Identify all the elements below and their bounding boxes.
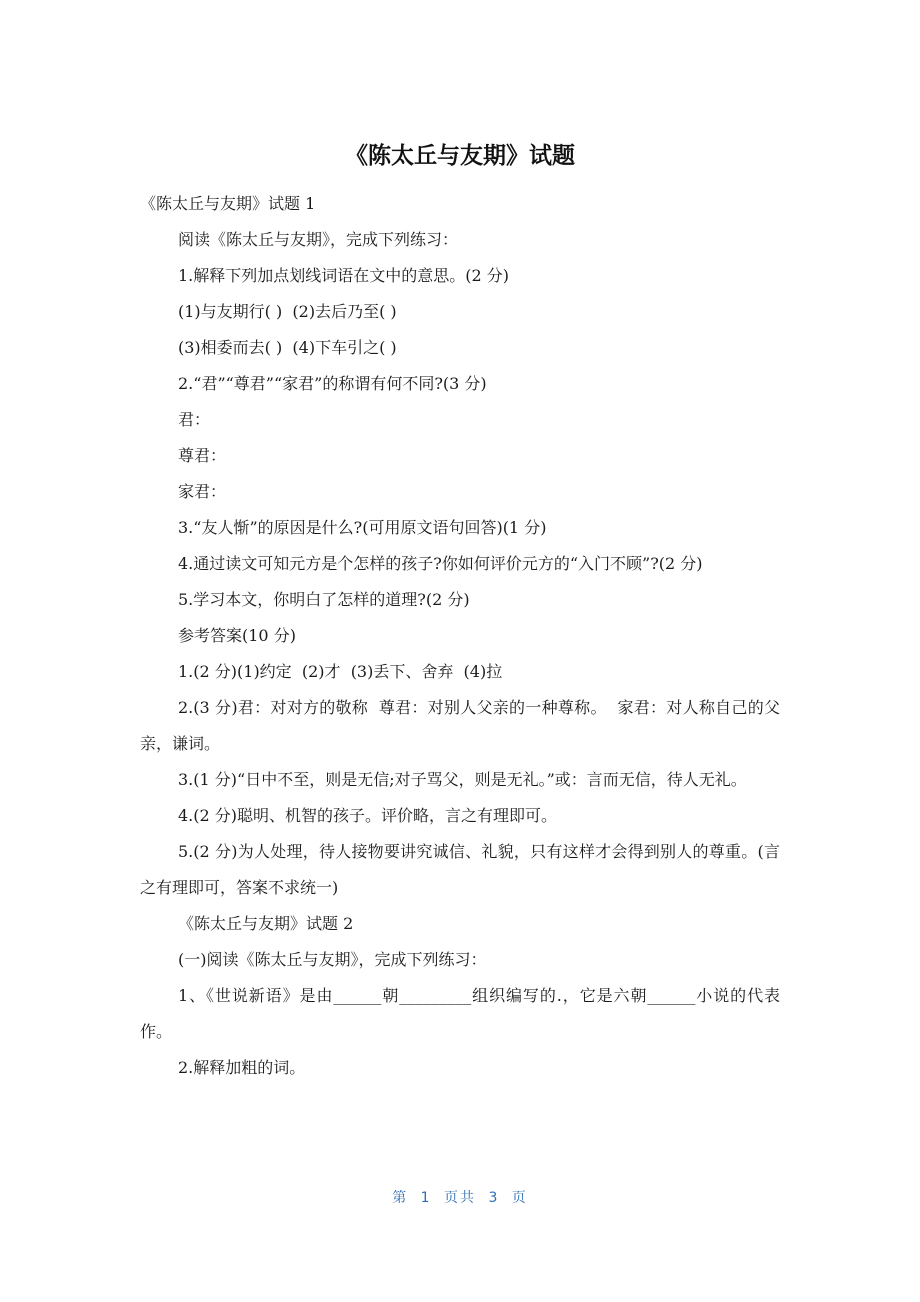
paragraph: (1)与友期行( ) (2)去后乃至( ) (178, 302, 397, 321)
paragraph: 5.(2 分)为人处理，待人接物要讲究诚信、礼貌，只有这样才会得到别人的尊重。(言之有理即可，答案不求统一) (140, 842, 780, 897)
paragraph: 参考答案(10 分) (178, 626, 296, 645)
page-title: 《陈太丘与友期》试题 (345, 143, 575, 169)
paragraph: 《陈太丘与友期》试题 1 (140, 194, 316, 213)
paragraph: 2.“君”“尊君”“家君”的称谓有何不同?(3 分) (178, 374, 487, 393)
paragraph: 《陈太丘与友期》试题 2 (178, 914, 354, 933)
paragraph: 5.学习本文，你明白了怎样的道理?(2 分) (178, 590, 470, 609)
document-body (140, 186, 780, 1086)
paragraph: (3)相委而去( ) (4)下车引之( ) (178, 338, 397, 357)
paragraph: 2.(3 分)君：对对方的敬称 尊君：对别人父亲的一种尊称。 家君：对人称自己的父亲，谦词。 (140, 698, 780, 753)
paragraph: 阅读《陈太丘与友期》，完成下列练习： (178, 230, 459, 249)
paragraph: 4.通过读文可知元方是个怎样的孩子?你如何评价元方的“入门不顾”?(2 分) (178, 554, 703, 573)
paragraph: 4.(2 分)聪明、机智的孩子。评价略，言之有理即可。 (178, 806, 558, 825)
paragraph: 1、《世说新语》是由______朝_________组织编写的.，它是六朝______小说的代表作。 (140, 986, 780, 1041)
paragraph: 尊君： (178, 446, 227, 465)
paragraph: 君： (178, 410, 211, 429)
paragraph: 家君： (178, 482, 227, 501)
paragraph: 1.(2 分)(1)约定 (2)才 (3)丢下、舍弃 (4)拉 (178, 662, 503, 681)
paragraph: 1.解释下列加点划线词语在文中的意思。(2 分) (178, 266, 510, 285)
paragraph: 3.(1 分)“日中不至，则是无信;对子骂父，则是无礼。”或：言而无信，待人无礼。 (178, 770, 747, 789)
paragraph: 3.“友人惭”的原因是什么?(可用原文语句回答)(1 分) (178, 518, 547, 537)
paragraph: (一)阅读《陈太丘与友期》，完成下列练习： (178, 950, 487, 969)
page-number: 第 1 页共 3 页 (392, 1190, 528, 1206)
paragraph: 2.解释加粗的词。 (178, 1058, 306, 1077)
